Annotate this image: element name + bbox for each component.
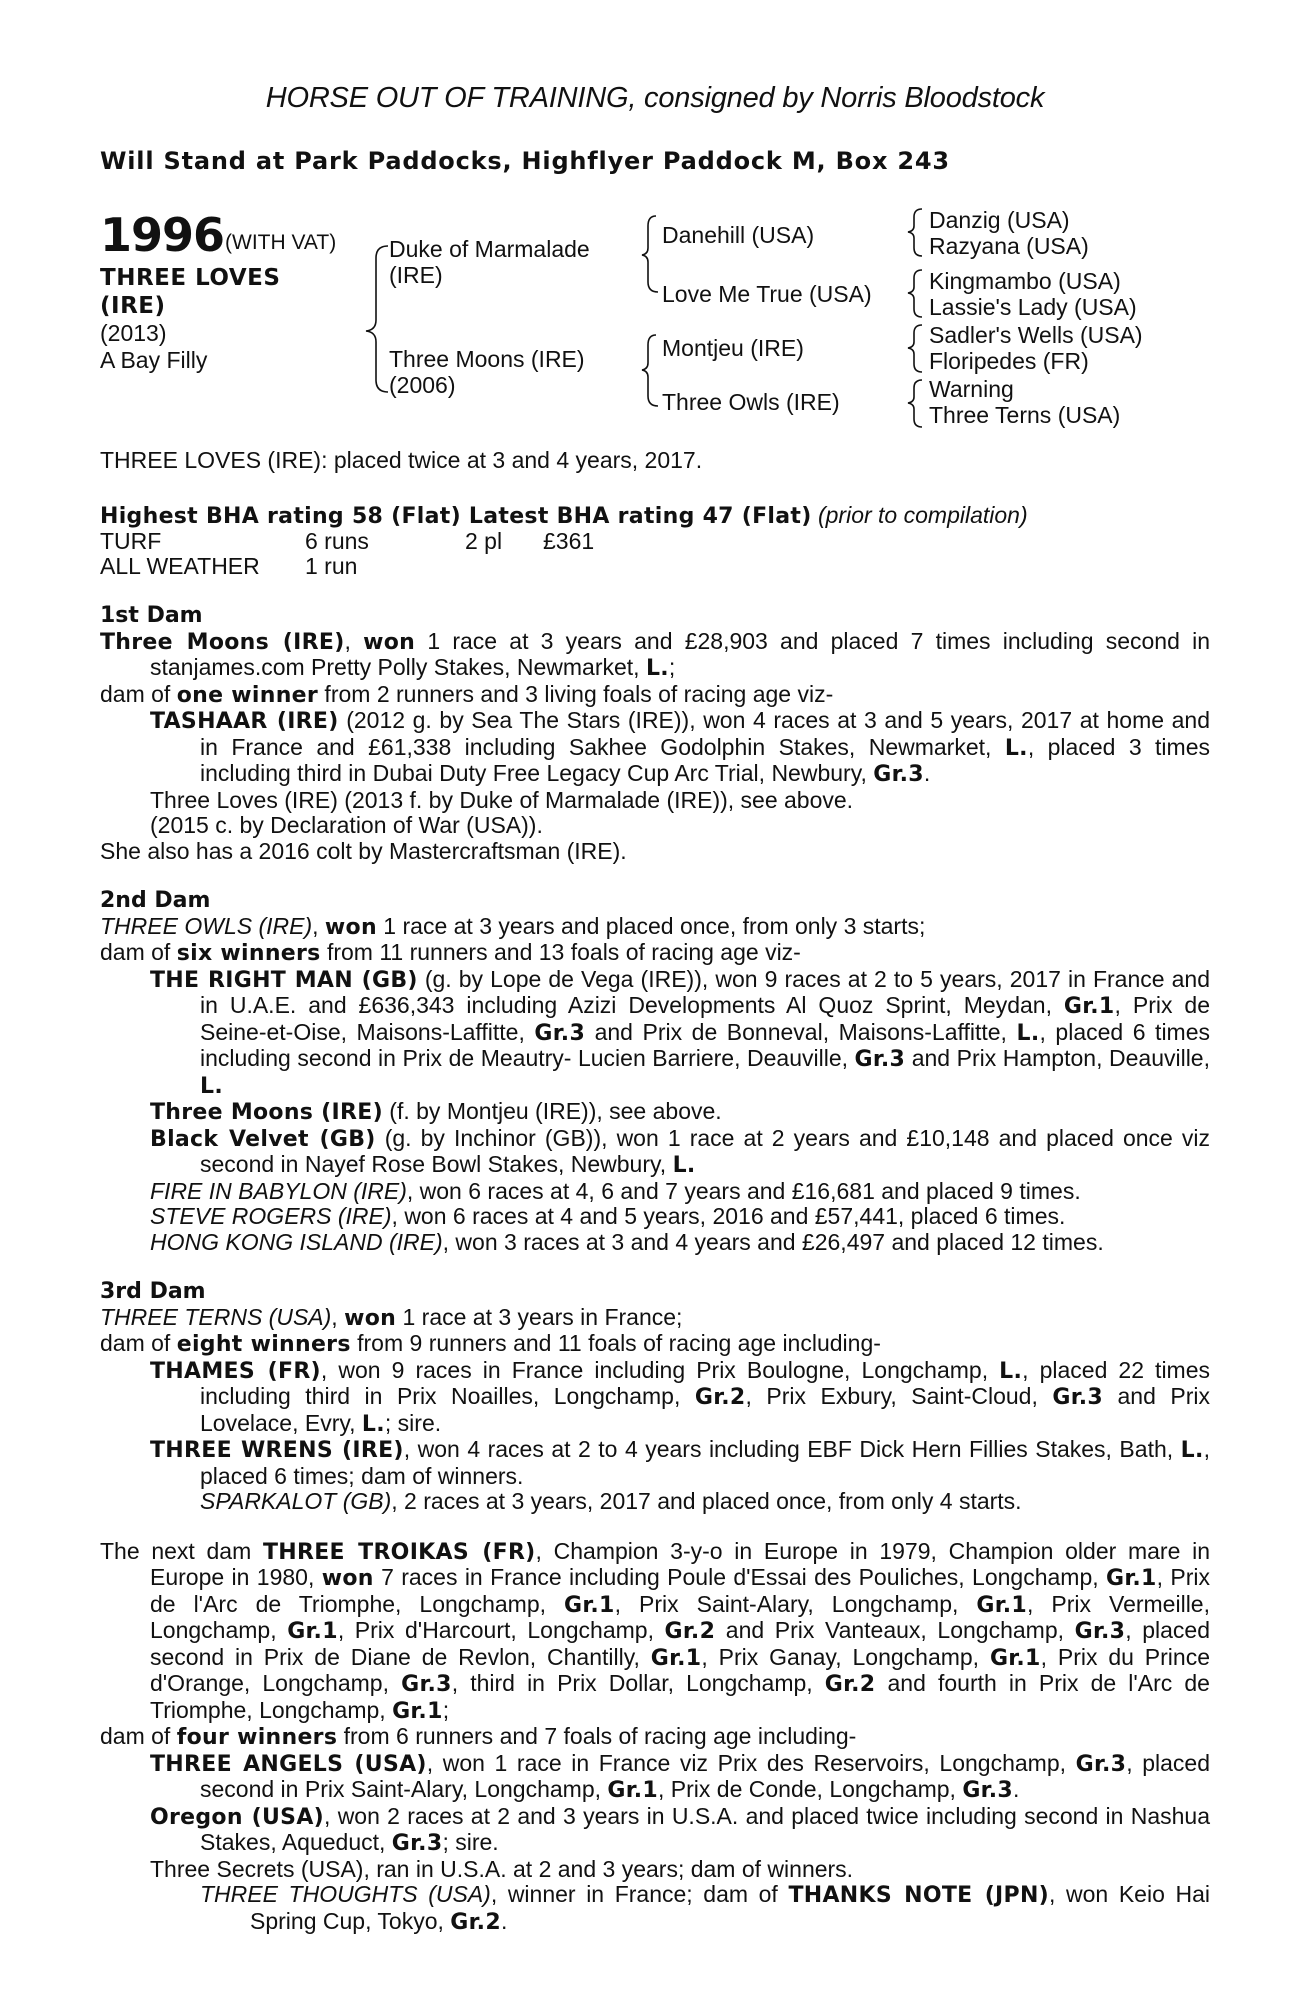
next-dam-name: THREE TROIKAS (FR)	[262, 1539, 536, 1565]
next-dam-text: , Prix de l'Arc de Triomphe, Longchamp,	[150, 1564, 1210, 1617]
offspring-text: (f. by Montjeu (IRE)), see above.	[382, 1098, 722, 1124]
produce-end: from 2 runners and 3 living foals of racing age viz-	[318, 680, 834, 707]
offspring-three-secrets: Three Secrets (USA), ran in U.S.A. at 2 and 3 years; dam of winners.	[150, 1855, 854, 1882]
record-runs: 6 runs	[305, 528, 369, 554]
offspring-text: , placed 3 times including third in Dubai Duty Free Legacy Cup Arc Trial, Newbury,	[200, 733, 1210, 786]
offspring-text: , won 6 races at 4 and 5 years, 2016 and £57,441, placed 6 times.	[391, 1203, 1066, 1229]
next-dam-text: and fourth in Prix de l'Arc de Triomphe, Longchamp,	[150, 1670, 1210, 1723]
first-dam-name: Three Moons (IRE)	[100, 629, 345, 655]
third-dam-record	[100, 1305, 1210, 1332]
offspring-name: THE RIGHT MAN (GB)	[150, 967, 418, 993]
offspring-name: THREE THOUGHTS (USA)	[200, 1881, 491, 1907]
offspring-name: THAMES (FR)	[150, 1358, 321, 1384]
offspring-text: ; sire.	[384, 1409, 442, 1436]
grade-label: Gr.3	[873, 762, 924, 787]
offspring-text: , Prix de Conde, Longchamp,	[658, 1776, 963, 1802]
punctuation: ;	[442, 1696, 450, 1723]
grandsire-4: Warning	[929, 376, 1014, 402]
granddam-3: Floripedes (FR)	[929, 348, 1089, 374]
record-surface: ALL WEATHER	[100, 553, 260, 579]
offspring-text: , won 6 races at 4, 6 and 7 years and £16,681 and placed 9 times.	[406, 1177, 1081, 1204]
offspring-2016-colt: She also has a 2016 colt by Mastercraftsman (IRE).	[100, 837, 627, 864]
next-dam-text: , Prix d'Harcourt, Longchamp,	[337, 1617, 665, 1643]
horse-name-line1: THREE LOVES	[100, 265, 281, 291]
offspring-three-loves: Three Loves (IRE) (2013 f. by Duke of Marmalade (IRE)), see above.	[150, 786, 854, 813]
produce-start: dam of	[100, 1330, 177, 1356]
dam-sire: Montjeu (IRE)	[662, 335, 804, 361]
grade-label: Gr.2	[824, 1672, 876, 1697]
next-dam-text: , third in Prix Dollar, Longchamp,	[451, 1670, 825, 1696]
pedigree-dam	[389, 346, 585, 398]
punctuation: .	[500, 1907, 508, 1934]
offspring-three-thoughts	[100, 1882, 1210, 1935]
offspring-thames	[100, 1358, 1210, 1438]
offspring-text: and Prix Lovelace, Evry,	[200, 1383, 1210, 1436]
record-placed: 2 pl	[465, 528, 503, 554]
produce-end: from 6 runners and 7 foals of racing age including-	[337, 1723, 857, 1749]
offspring-three-moons	[100, 1099, 1210, 1126]
horse-description: A Bay Filly	[100, 347, 208, 373]
offspring-text: , won 1 race in France viz Prix des Reservoirs, Longchamp,	[426, 1749, 1076, 1776]
offspring-text: , winner in France; dam of	[490, 1881, 789, 1907]
offspring-text: , Prix de Seine-et-Oise, Maisons-Laffitte,	[200, 992, 1210, 1045]
offspring-text: ; sire.	[442, 1829, 499, 1855]
offspring-hong-kong-island	[100, 1230, 1210, 1256]
offspring-text: and Prix de Bonneval, Maisons-Laffitte,	[585, 1018, 1017, 1045]
bha-rating	[100, 503, 1210, 530]
granddam-4: Three Terns (USA)	[929, 402, 1121, 428]
winners-count: six winners	[176, 941, 321, 966]
grade-label: Gr.2	[694, 1385, 746, 1410]
grade-label: Gr.1	[989, 1645, 1041, 1671]
second-dam-produce	[100, 940, 1210, 967]
offspring-name: SPARKALOT (GB)	[200, 1488, 392, 1514]
next-dam-text: , Champion 3-y-o in Europe in 1979, Champion older mare in Europe in 1980,	[150, 1537, 1210, 1590]
won-label: won	[321, 1566, 374, 1591]
offspring-steve-rogers	[100, 1204, 1210, 1230]
offspring-name: FIRE IN BABYLON (IRE)	[150, 1177, 407, 1204]
grade-label: Gr.3	[854, 1047, 906, 1072]
offspring-oregon	[100, 1804, 1210, 1857]
grade-label: Gr.2	[450, 1909, 501, 1935]
offspring-text: , placed 6 times including second in Prix de Meautry- Lucien Barriere, Deauville,	[200, 1018, 1211, 1071]
offspring-name: STEVE ROGERS (IRE)	[150, 1203, 392, 1229]
next-dam-text: , Prix du Prince d'Orange, Longchamp,	[150, 1643, 1210, 1696]
won-label: won	[344, 1305, 397, 1331]
grade-label: Gr.1	[650, 1645, 702, 1671]
brace-g3	[908, 325, 922, 372]
horse-name-line2: (IRE)	[100, 293, 166, 319]
offspring-text: (g. by Lope de Vega (IRE)), won 9 races at 2 to 5 years, 2017 in France and in U.A.E. and £636,343 including Azizi Developments Al Quoz Sprint, Meydan,	[200, 965, 1211, 1018]
offspring-text: , won 3 races at 3 and 4 years and £26,497 and placed 12 times.	[442, 1228, 1104, 1255]
sire-suffix: (IRE)	[389, 262, 443, 288]
punctuation: ,	[331, 1303, 345, 1330]
brace-dam	[642, 335, 658, 406]
vat-note: (WITH VAT)	[225, 231, 337, 254]
table-row	[100, 554, 594, 579]
granddam-1: Razyana (USA)	[929, 233, 1089, 259]
grade-label: Gr.1	[607, 1778, 659, 1803]
grade-label: Gr.3	[401, 1672, 452, 1697]
winners-count: eight winners	[176, 1332, 351, 1357]
produce-end: from 11 runners and 13 foals of racing age viz-	[320, 939, 801, 965]
pedigree-braces	[0, 0, 1314, 460]
consignor-heading: HORSE OUT OF TRAINING, consigned by Norris Bloodstock	[265, 82, 1045, 114]
dam-year: (2006)	[389, 372, 456, 398]
grade-label: L.	[200, 1073, 223, 1099]
rating-note: (prior to compilation)	[817, 501, 1028, 528]
grade-label: Gr.1	[1106, 1566, 1157, 1591]
offspring-text: , won Keio Hai Spring Cup, Tokyo,	[250, 1881, 1210, 1934]
third-dam-heading: 3rd Dam	[100, 1279, 206, 1304]
offspring-three-angels	[100, 1751, 1210, 1804]
grade-label: Gr.2	[664, 1619, 716, 1644]
offspring-the-right-man	[100, 967, 1210, 1100]
grandsire-1: Danzig (USA)	[929, 207, 1070, 233]
first-dam-text: 1 race at 3 years and £28,903 and placed 7 times including second in stanjames.com Pretty Polly Stakes, Newmarket,	[150, 627, 1210, 680]
grade-label: Gr.3	[1052, 1385, 1103, 1410]
next-dam-text: , Prix Ganay, Longchamp,	[701, 1643, 990, 1670]
second-dam-name: THREE OWLS (IRE)	[100, 912, 313, 939]
winners-count: one winner	[176, 682, 319, 708]
grade-label: L.	[361, 1411, 385, 1437]
grade-label: Gr.3	[962, 1778, 1013, 1803]
offspring-text: , placed second in Prix Saint-Alary, Longchamp,	[200, 1749, 1210, 1802]
catalogue-body	[100, 448, 1210, 1935]
offspring-text: and Prix Hampton, Deauville,	[905, 1045, 1210, 1071]
grade-label: Gr.1	[564, 1592, 615, 1618]
next-dam-text: , Prix Vermeille, Longchamp,	[150, 1590, 1210, 1643]
offspring-name: Oregon (USA)	[150, 1804, 325, 1830]
stand-location: Will Stand at Park Paddocks, Highflyer Paddock M, Box 243	[100, 147, 950, 175]
offspring-tashaar	[100, 708, 1210, 788]
first-dam-heading: 1st Dam	[100, 603, 203, 628]
offspring-name: THREE ANGELS (USA)	[150, 1751, 427, 1777]
offspring-highlight: THANKS NOTE (JPN)	[788, 1883, 1050, 1908]
brace-g2	[908, 270, 922, 317]
next-dam-text: 7 races in France including Poule d'Essai des Pouliches, Longchamp,	[373, 1564, 1106, 1590]
offspring-text: (2012 g. by Sea The Stars (IRE)), won 4 races at 3 and 5 years, 2017 at home and in France and £61,338 including Sakhee Godolphin Stakes, Newmarket,	[200, 707, 1210, 760]
next-dam-record	[100, 1539, 1210, 1725]
winners-count: four winners	[176, 1725, 338, 1750]
brace-sire	[642, 216, 658, 292]
offspring-text: , placed 22 times including third in Prix Noailles, Longchamp,	[200, 1356, 1211, 1409]
table-row	[100, 529, 594, 554]
offspring-name: Black Velvet (GB)	[150, 1126, 376, 1152]
next-dam-start: The next dam	[100, 1537, 263, 1564]
record-runs: 1 run	[305, 553, 358, 579]
grade-label: L.	[1180, 1438, 1204, 1463]
grade-label: Gr.1	[287, 1619, 338, 1644]
offspring-name: HONG KONG ISLAND (IRE)	[150, 1228, 443, 1255]
grade-label: L.	[1016, 1020, 1040, 1046]
offspring-text: , won 4 races at 2 to 4 years including EBF Dick Hern Fillies Stakes, Bath,	[403, 1436, 1181, 1462]
grade-label: Gr.3	[391, 1831, 443, 1856]
won-label: won	[324, 914, 377, 940]
rating-bold: Highest BHA rating 58 (Flat) Latest BHA rating 47 (Flat)	[100, 503, 812, 529]
produce-start: dam of	[100, 680, 177, 707]
won-label: won	[363, 629, 416, 655]
sire-sire: Danehill (USA)	[662, 222, 815, 248]
granddam-2: Lassie's Lady (USA)	[929, 294, 1137, 320]
offspring-text: , won 9 races in France including Prix Boulogne, Longchamp,	[320, 1356, 1000, 1383]
first-dam-produce	[100, 682, 1210, 709]
racing-record	[100, 529, 594, 579]
produce-start: dam of	[100, 939, 177, 965]
grade-label: Gr.1	[392, 1698, 443, 1724]
grade-label: Gr.3	[1074, 1619, 1126, 1644]
punctuation: .	[1012, 1776, 1020, 1802]
pedigree-sire	[389, 236, 590, 288]
offspring-black-velvet	[100, 1126, 1210, 1179]
next-dam-text: , placed second in Prix de Diane de Revlon, Chantilly,	[150, 1617, 1210, 1670]
record-prize: £361	[543, 528, 595, 554]
grade-label: L.	[1004, 735, 1028, 761]
offspring-name: TASHAAR (IRE)	[150, 709, 339, 734]
grade-label: L.	[672, 1153, 696, 1178]
punctuation: ,	[312, 912, 325, 939]
race-summary: THREE LOVES (IRE): placed twice at 3 and 4 years, 2017.	[100, 447, 703, 473]
grade-label: L.	[645, 656, 669, 681]
next-dam-text: and Prix Vanteaux, Longchamp,	[715, 1617, 1075, 1643]
record-prize	[543, 554, 594, 579]
offspring-text: , placed 6 times; dam of winners.	[200, 1436, 1210, 1489]
first-dam-record: Three Moons (IRE), won 1 race at 3 years and £28,903 and placed 7 times including second in stanjames.com Pretty Polly Stakes, Newmarket, L.;	[100, 627, 1210, 681]
sire-name: Duke of Marmalade	[389, 236, 590, 262]
brace-g4	[908, 380, 922, 427]
offspring-sparkalot	[100, 1489, 1210, 1515]
third-dam-text: 1 race at 3 years in France;	[396, 1303, 683, 1330]
offspring-text: , Prix Exbury, Saint-Cloud,	[745, 1383, 1053, 1409]
grade-label: L.	[999, 1358, 1023, 1384]
offspring-three-wrens	[100, 1437, 1210, 1489]
dam-name: Three Moons (IRE)	[389, 346, 585, 372]
offspring-2015-colt: (2015 c. by Declaration of War (USA)).	[150, 812, 543, 838]
second-dam-text: 1 race at 3 years and placed once, from only 3 starts;	[376, 912, 926, 939]
third-dam-name: THREE TERNS (USA)	[100, 1303, 332, 1330]
second-dam-record	[100, 914, 1210, 941]
offspring-name: Three Moons (IRE)	[150, 1100, 383, 1125]
grandsire-2: Kingmambo (USA)	[929, 268, 1121, 294]
second-dam-heading: 2nd Dam	[100, 888, 211, 913]
grandsire-3: Sadler's Wells (USA)	[929, 322, 1143, 348]
grade-label: Gr.3	[1075, 1751, 1127, 1777]
offspring-name: THREE WRENS (IRE)	[150, 1438, 404, 1463]
record-placed	[465, 554, 543, 579]
offspring-text: (g. by Inchinor (GB)), won 1 race at 2 years and £10,148 and placed once viz second in Nayef Rose Bowl Stakes, Newbury,	[200, 1124, 1210, 1177]
offspring-text: , won 2 races at 2 and 3 years in U.S.A. and placed twice including second in Nashua Stakes, Aqueduct,	[200, 1802, 1210, 1855]
produce-start: dam of	[100, 1723, 177, 1749]
grade-label: Gr.1	[976, 1592, 1028, 1618]
dam-dam: Three Owls (IRE)	[662, 389, 840, 415]
offspring-fire-in-babylon	[100, 1179, 1210, 1205]
lot-number: 1996	[100, 208, 225, 262]
brace-g1	[908, 209, 922, 256]
next-dam-text: , Prix Saint-Alary, Longchamp,	[614, 1590, 977, 1617]
offspring-text: , 2 races at 3 years, 2017 and placed once, from only 4 starts.	[391, 1488, 1022, 1514]
record-surface: TURF	[100, 528, 162, 554]
brace-sire-dam	[366, 246, 388, 392]
foaling-year: (2013)	[100, 320, 167, 346]
punctuation: ;	[668, 654, 676, 680]
punctuation: .	[923, 760, 931, 786]
produce-end: from 9 runners and 11 foals of racing age including-	[350, 1330, 881, 1356]
next-dam-produce	[100, 1724, 1210, 1751]
third-dam-produce	[100, 1331, 1210, 1358]
grade-label: Gr.1	[1063, 994, 1115, 1019]
sire-dam: Love Me True (USA)	[662, 281, 872, 307]
grade-label: Gr.3	[534, 1020, 586, 1046]
